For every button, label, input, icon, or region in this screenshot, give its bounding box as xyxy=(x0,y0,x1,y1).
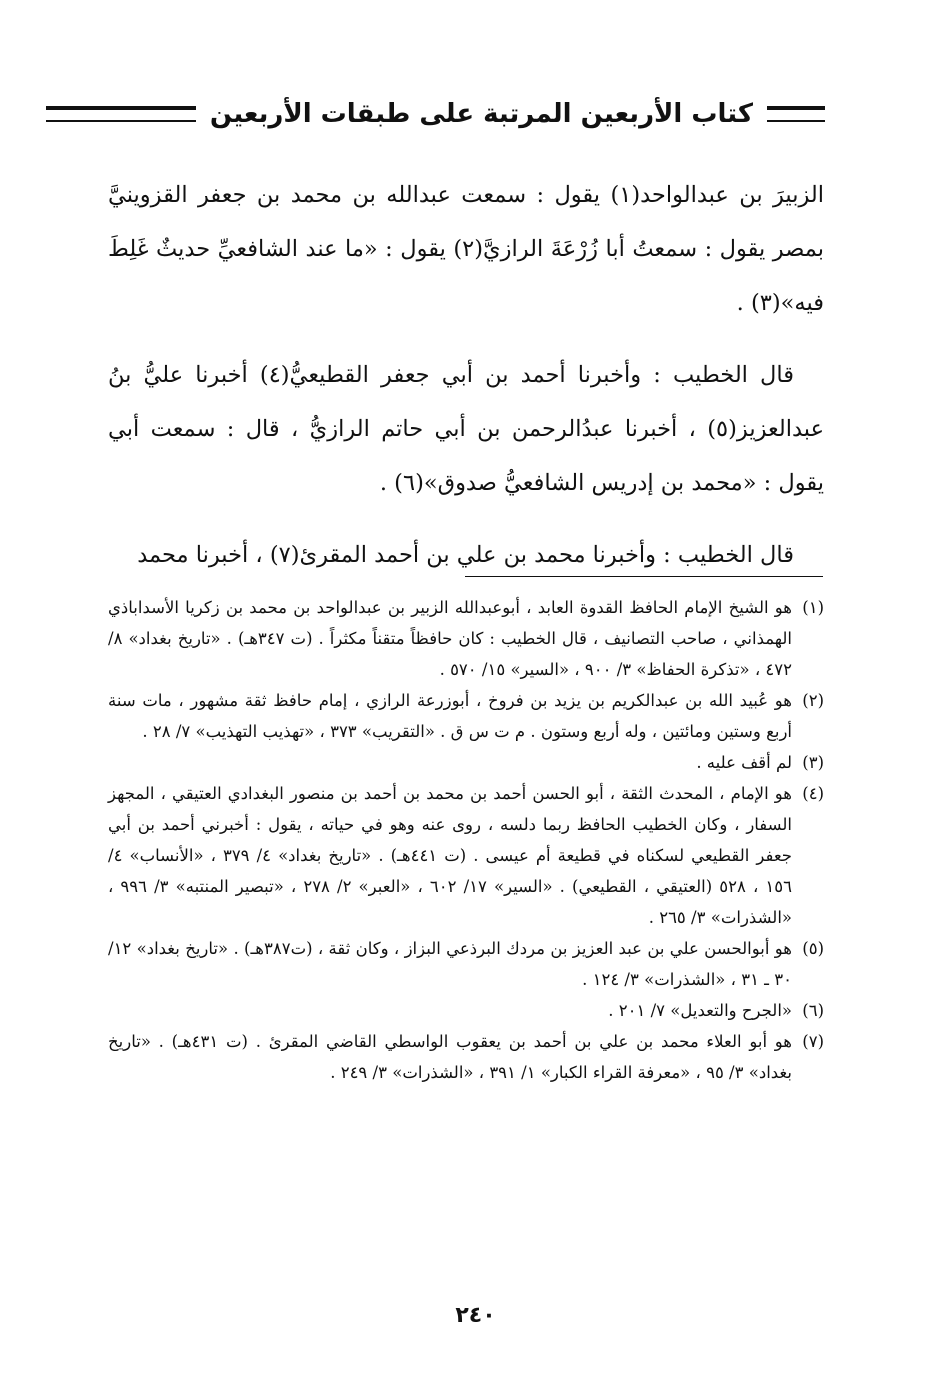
footnote xyxy=(108,592,824,685)
page-number: ٢٤٠ xyxy=(455,1303,496,1328)
header-rule-left xyxy=(46,106,196,122)
header-title: كتاب الأربعين المرتبة على طبقات الأربعين xyxy=(209,99,753,129)
footnote-number: (٦) xyxy=(802,1001,824,1020)
footnote xyxy=(108,778,824,933)
footnote-number: (٢) xyxy=(802,691,824,710)
footnote-text: هو أبوالحسن علي بن عبد العزيز بن مردك البرذعي البزاز ، وكان ثقة ، (ت٣٨٧هـ) . «تاريخ بغداد» ١٢/ ٣٠ ـ ٣١ ، «الشذرات» ٣/ ١٢٤ . xyxy=(108,939,792,989)
main-text xyxy=(108,168,824,600)
footnote xyxy=(108,685,824,747)
footnote-number: (١) xyxy=(802,598,824,617)
footnote-text: هو الإمام ، المحدث الثقة ، أبو الحسن أحمد بن محمد بن أحمد بن منصور البغدادي العتيقي ، المجهز السفار ، وكان الخطيب الحافظ ربما دلسه ، روى عنه وهو في حياته ، يقول : أخبرني أحمد بن أبي جعفر القطيعي لسكناه في قطيعة أم عيسى . (ت ٤٤١هـ) . «تاريخ بغداد» ٤/ ٣٧٩ ، «الأنساب» ٤/ ١٥٦ ، ٥٢٨ (العتيقي ، القطيعي) . «السير» ١٧/ ٦٠٢ ، «العبر» ٢/ ٢٧٨ ، «تبصير المنتبه» ٣/ ٩٩٦ ، «الشذرات» ٣/ ٢٦٥ . xyxy=(108,784,792,927)
footnote xyxy=(108,1026,824,1088)
footnotes xyxy=(108,592,824,1088)
header-rule-right xyxy=(767,106,825,122)
main-paragraph-2: قال الخطيب : وأخبرنا أحمد بن أبي جعفر القطيعيُّ(٤) أخبرنا عليُّ بنُ عبدالعزيز(٥) ، أخبرنا عبدُالرحمن بن أبي حاتم الرازيُّ ، قال : سمعت أبي يقول : «محمد بن إدريس الشافعيُّ صدوق»(٦) . xyxy=(108,362,824,496)
footnote-text: هو أبو العلاء محمد بن علي بن أحمد بن يعقوب الواسطي القاضي المقرئ . (ت ٤٣١هـ) . «تاريخ بغداد» ٣/ ٩٥ ، «معرفة القراء الكبار» ١/ ٣٩١ ، «الشذرات» ٣/ ٢٤٩ . xyxy=(108,1032,792,1082)
footnote-number: (٣) xyxy=(802,753,824,772)
footnote-text: لم أقف عليه . xyxy=(696,753,792,772)
footnote-number: (٤) xyxy=(802,784,824,803)
footnote-text: «الجرح والتعديل» ٧/ ٢٠١ . xyxy=(608,1001,792,1020)
main-paragraph-3: قال الخطيب : وأخبرنا محمد بن علي بن أحمد المقرئ(٧) ، أخبرنا محمد xyxy=(137,542,794,568)
footnote-number: (٥) xyxy=(802,939,824,958)
main-paragraph-1: الزبيرَ بن عبدالواحد(١) يقول : سمعت عبدالله بن محمد بن جعفر القزوينيَّ بمصر يقول : سمعتُ أبا زُرْعَةَ الرازيَّ(٢) يقول : «ما عند الشافعيِّ حديثٌ غَلِطَ فيه»(٣) . xyxy=(108,182,825,316)
footnote-text: هو الشيخ الإمام الحافظ القدوة العابد ، أبوعبدالله الزبير بن عبدالواحد بن محمد بن زكريا الأسداباذي الهمذاني ، صاحب التصانيف ، قال الخطيب : كان حافظاً متقناً مكثراً . (ت ٣٤٧هـ) . «تاريخ بغداد» ٨/ ٤٧٢ ، «تذكرة الحفاظ» ٣/ ٩٠٠ ، «السير» ١٥/ ٥٧٠ . xyxy=(108,598,792,679)
footnote-number: (٧) xyxy=(802,1032,824,1051)
running-header xyxy=(105,92,825,136)
footnote xyxy=(108,995,824,1026)
footnote-separator xyxy=(465,576,823,577)
footnote-text: هو عُبيد الله بن عبدالكريم بن يزيد بن فروخ ، أبوزرعة الرازي ، إمام حافظ ثقة مشهور ، مات سنة أربع وستين ومائتين ، وله أربع وستون . م ت س ق . «التقريب» ٣٧٣ ، «تهذيب التهذيب» ٧/ ٢٨ . xyxy=(108,691,792,741)
footnote xyxy=(108,933,824,995)
footnote xyxy=(108,747,824,778)
